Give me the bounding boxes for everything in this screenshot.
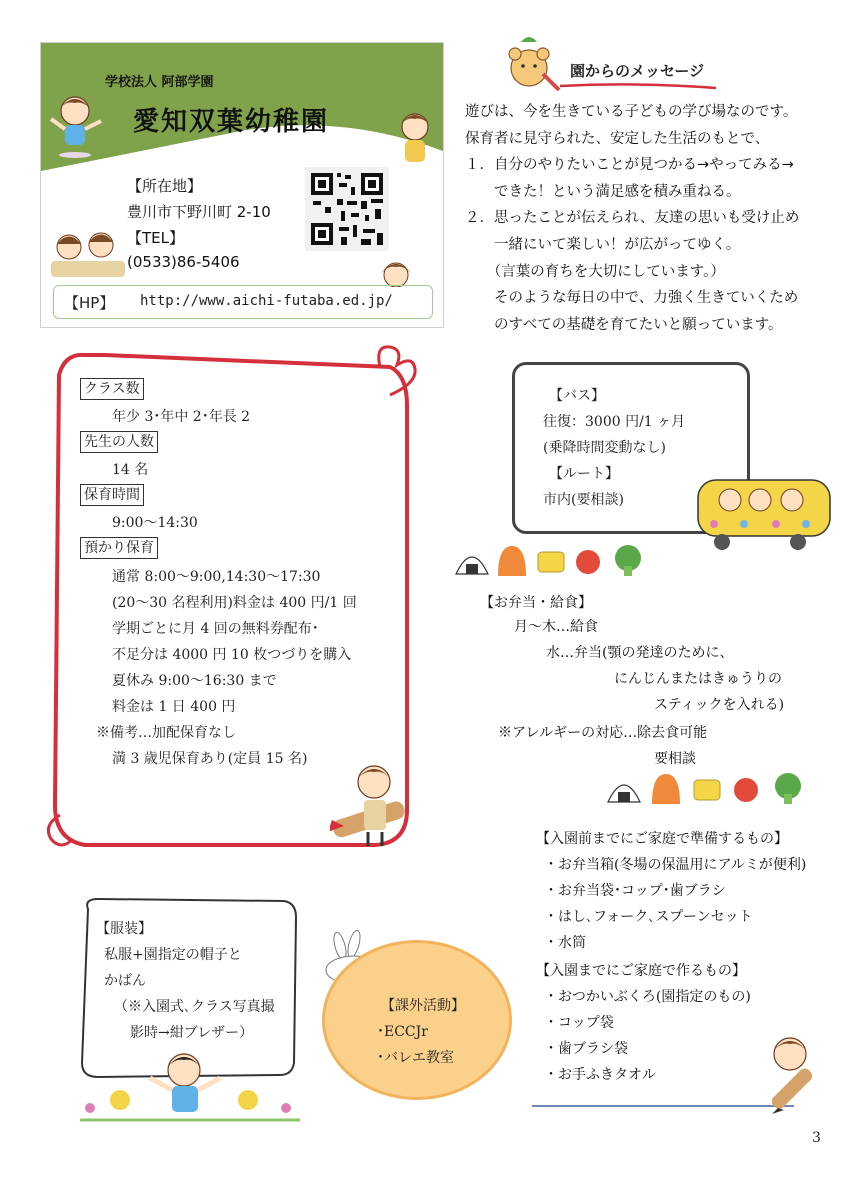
girl-face-illustration [371, 257, 421, 287]
care-line: 通常 8:00～9:00,14:30～17:30 [112, 569, 321, 585]
school-name: 愛知双葉幼稚園 [133, 107, 330, 137]
food-characters-row [452, 540, 652, 580]
lunch-line: スティックを入れる) [654, 697, 785, 713]
child-holding-sign-illustration [80, 1050, 300, 1124]
prepare-item: ・お弁当袋･コップ･歯ブラシ [544, 883, 726, 899]
message-line: ２．思ったことが伝えられ、友達の思いも受け止め [465, 210, 800, 227]
teacher-count-label: 先生の人数 [80, 431, 158, 453]
care-note: ※備考…加配保育なし [96, 725, 236, 741]
boy-with-pencil-illustration [532, 1030, 842, 1114]
clothing-title: 【服装】 [96, 921, 152, 937]
route-value: 市内(要相談) [543, 492, 624, 508]
make-item: ・コップ袋 [544, 1015, 614, 1031]
care-line: 料金は 1 日 400 円 [112, 699, 236, 715]
tel-value: (0533)86-5406 [127, 253, 240, 271]
make-title: 【入園までにご家庭で作るもの】 [536, 963, 746, 979]
message-line: 遊びは、今を生きている子どもの学び場なのです。 [465, 104, 798, 120]
care-line: (20～30 名程利用)料金は 400 円/1 回 [112, 595, 357, 611]
address-label: 【所在地】 [127, 177, 203, 195]
class-count-value: 年少 3･年中 2･年長 2 [112, 409, 251, 425]
lunch-line: 月～木…給食 [514, 619, 598, 635]
prepare-item: ・はし､フォーク､スプーンセット [544, 909, 753, 925]
activity-item: ･ECCJr [377, 1024, 428, 1040]
prepare-title: 【入園前までにご家庭で準備するもの】 [536, 831, 788, 847]
school-corporation: 学校法人 阿部学園 [105, 75, 214, 90]
homepage-box[interactable] [53, 285, 433, 319]
bear-writing-illustration [505, 34, 561, 94]
clothing-line: 私服+園指定の帽子と [104, 947, 242, 963]
lunch-line: にんじんまたはきゅうりの [614, 671, 782, 687]
message-title: 園からのメッセージ [570, 62, 705, 80]
title-underline [558, 80, 718, 92]
child-jumping-illustration [49, 91, 105, 161]
school-info-card [40, 42, 444, 328]
message-line: 一緒にいて楽しい！が広がってゆく。 [465, 236, 741, 253]
message-line: のすべての基礎を育てたいと願っています。 [465, 316, 783, 333]
activities-title: 【課外活動】 [381, 998, 465, 1014]
hours-label: 保育時間 [80, 484, 144, 506]
teacher-count-value: 14 名 [112, 462, 149, 478]
care-line: 学期ごとに月 4 回の無料券配布･ [112, 621, 319, 637]
message-line: そのような毎日の中で、力強く生きていくため [465, 290, 799, 307]
make-item: ・お手ふきタオル [544, 1067, 656, 1083]
make-item: ・歯ブラシ袋 [544, 1041, 628, 1057]
care-line: 夏休み 9:00～16:30 まで [112, 673, 277, 689]
child-waving-illustration [393, 109, 437, 167]
extended-care-label: 預かり保育 [80, 537, 158, 559]
message-line: １．自分のやりたいことが見つかる→やってみる→ [465, 157, 794, 174]
homepage-url[interactable]: http://www.aichi-futaba.ed.jp/ [140, 293, 393, 309]
activities-circle [322, 940, 512, 1100]
class-count-label: クラス数 [80, 378, 144, 400]
message-body [465, 99, 850, 338]
allergy-note: ※アレルギーの対応…除去食可能 [498, 725, 708, 741]
child-with-crayon-illustration [330, 760, 410, 850]
prepare-item: ・お弁当箱(冬場の保温用にアルミが便利) [544, 857, 807, 873]
allergy-note-2: 要相談 [654, 751, 696, 767]
prepare-item: ・水筒 [544, 935, 586, 951]
route-label: 【ルート】 [549, 466, 619, 482]
food-characters-row-2 [604, 768, 814, 808]
make-item: ・おつかいぶくろ(園指定のもの) [544, 989, 751, 1005]
tel-label: 【TEL】 [127, 229, 184, 247]
lunch-title: 【お弁当・給食】 [480, 595, 592, 611]
message-line: （言葉の育ちを大切にしています。） [465, 263, 725, 280]
message-line: できた！という満足感を積み重ねる。 [465, 183, 741, 200]
hours-value: 9:00～14:30 [112, 515, 198, 531]
clothing-line: （※入園式､クラス写真撮 [114, 999, 275, 1015]
clothing-line: 影時→紺ブレザー） [130, 1025, 254, 1041]
message-line: 保育者に見守られた、安定した生活のもとで、 [465, 130, 770, 147]
lunch-line: 水…弁当(顎の発達のために、 [546, 645, 734, 661]
activity-item: ･バレエ教室 [377, 1050, 454, 1066]
qr-code[interactable] [305, 167, 389, 251]
bus-fare: 往復：3000 円/1 ヶ月 [543, 414, 686, 430]
homepage-label: 【HP】 [64, 294, 115, 312]
care-note-2: 満 3 歳児保育あり(定員 15 名) [112, 751, 308, 767]
page-number: 3 [812, 1130, 821, 1146]
bus-fare-note: (乗降時間変動なし) [543, 440, 666, 456]
address-value: 豊川市下野川町 2-10 [127, 203, 271, 221]
care-line: 不足分は 4000 円 10 枚つづりを購入 [112, 647, 352, 663]
children-eating-illustration [49, 229, 129, 281]
school-bus-illustration [694, 470, 844, 552]
bus-label: 【バス】 [549, 388, 605, 404]
clothing-line: かばん [104, 973, 146, 989]
